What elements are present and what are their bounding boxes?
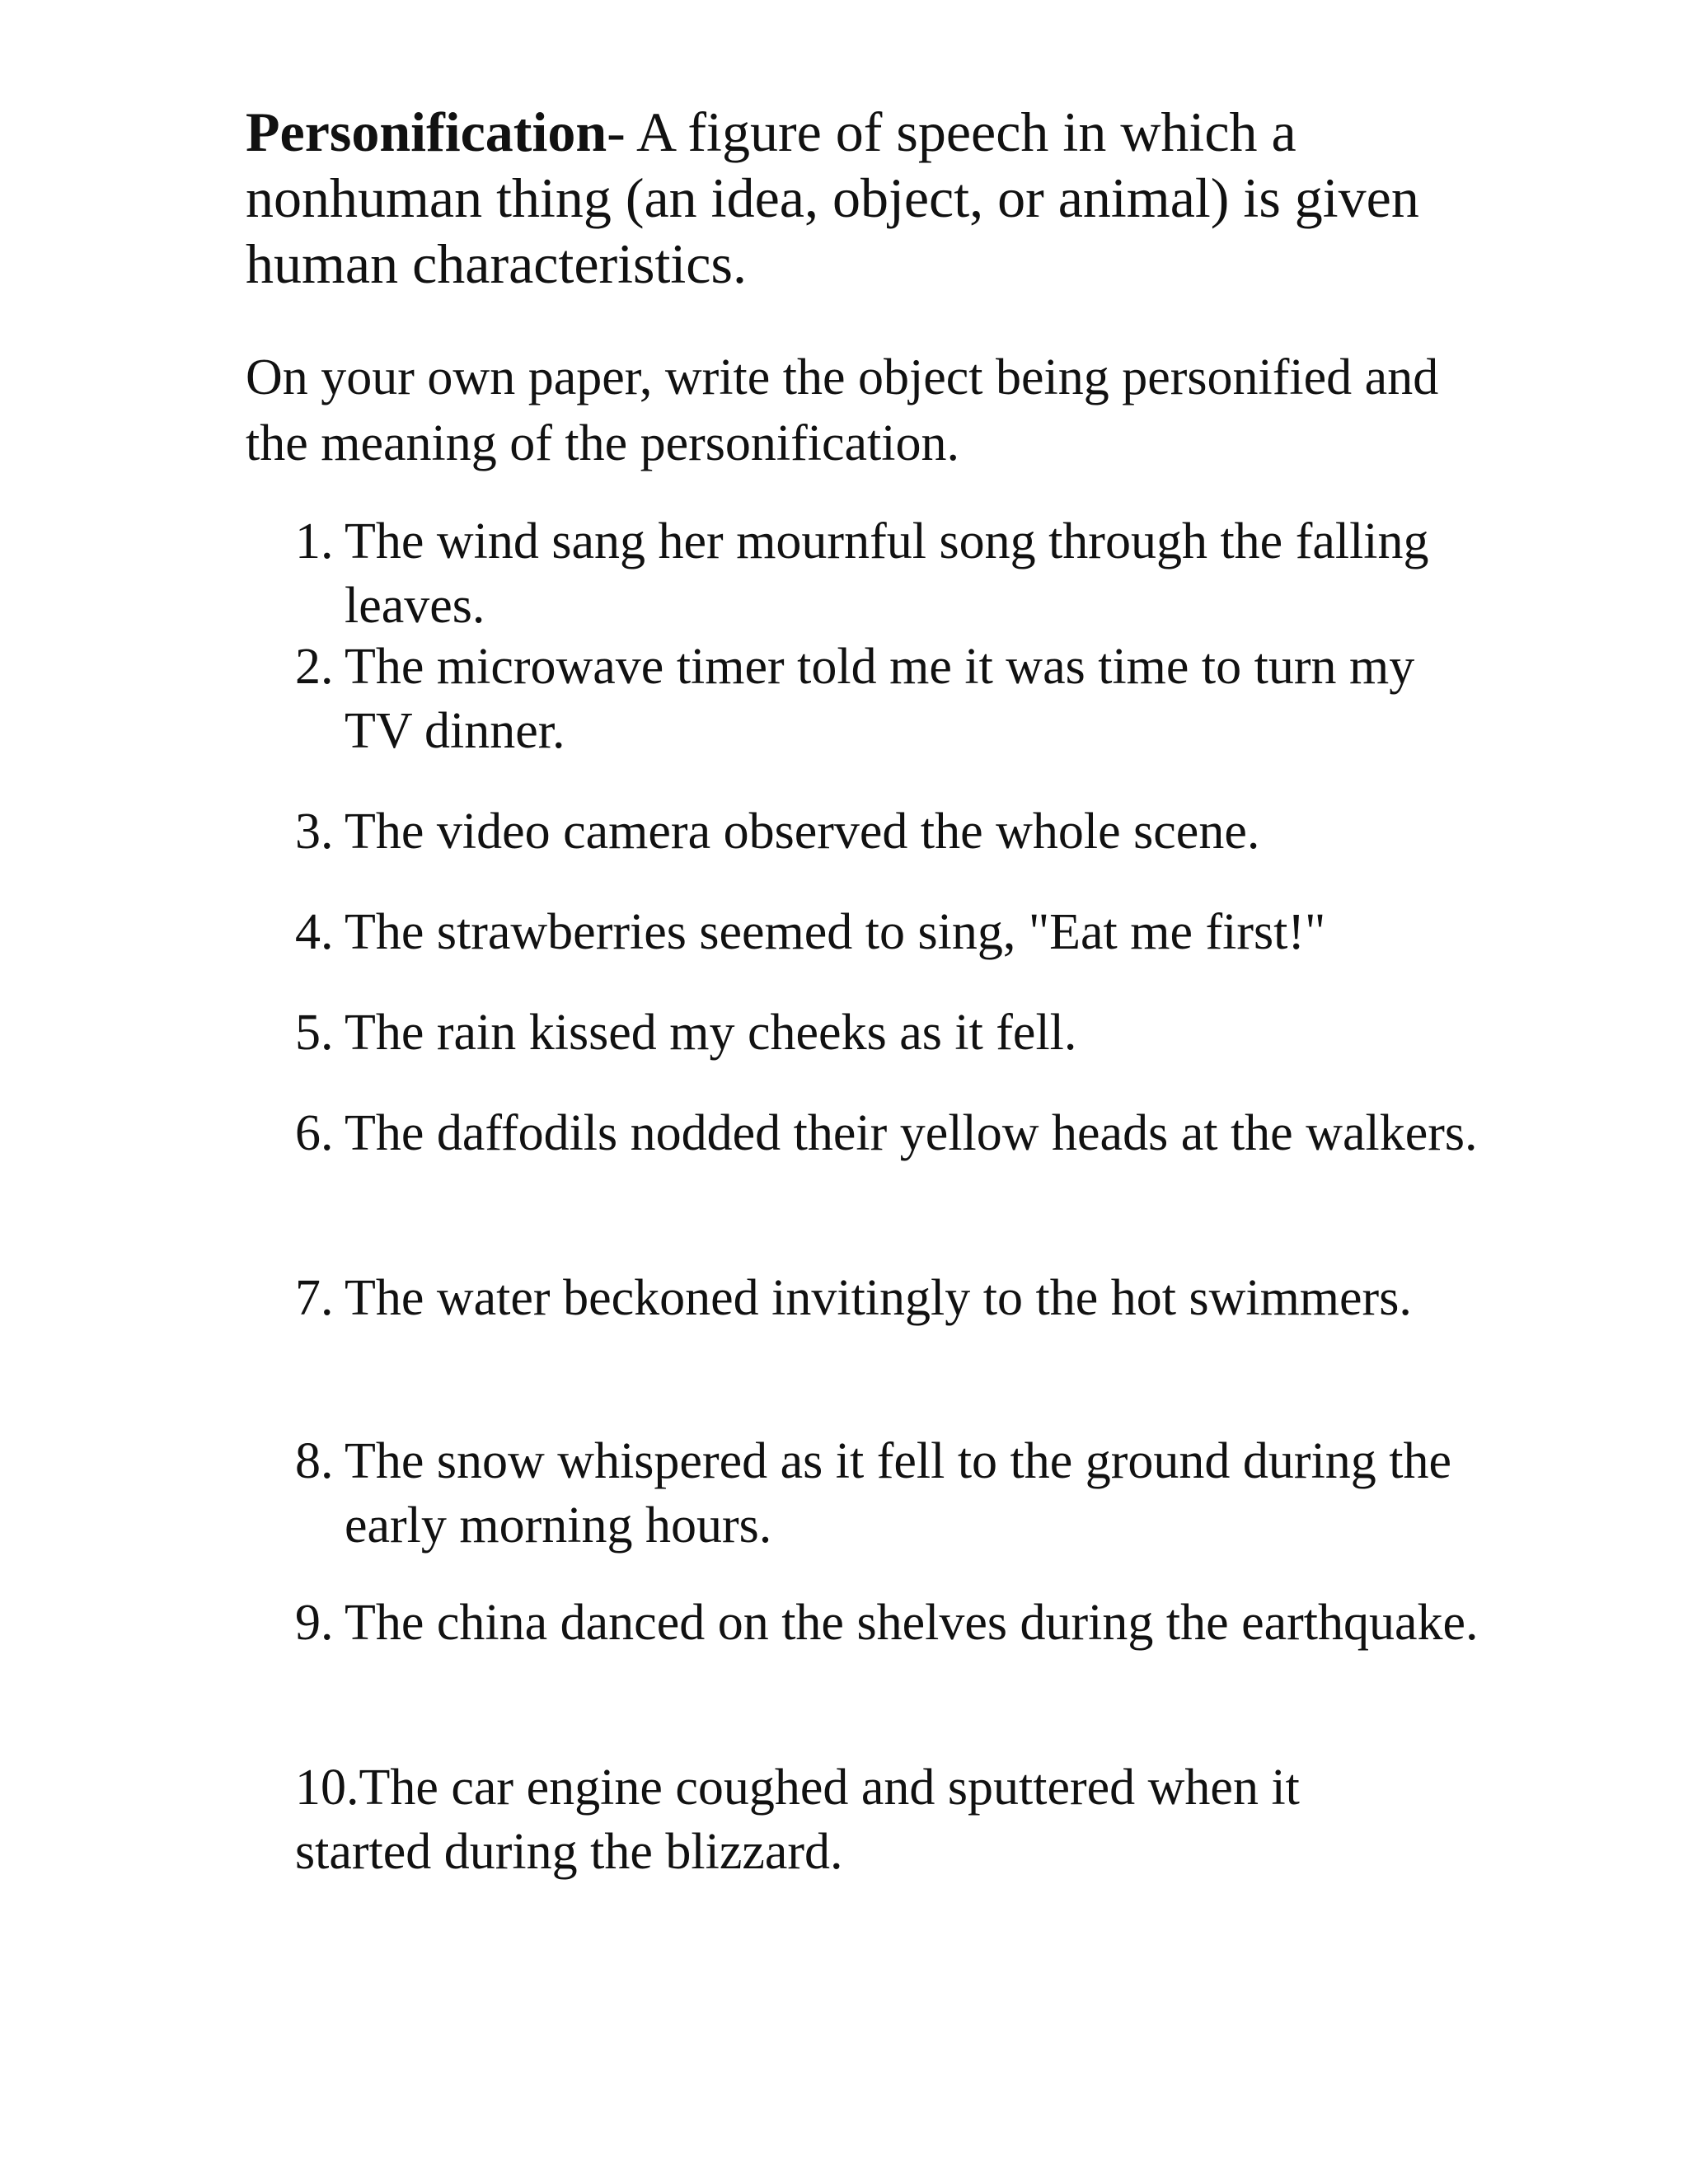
item-text: The wind sang her mournful song through the falling leaves.: [345, 513, 1429, 634]
item-number: 6.: [295, 1105, 334, 1161]
item-number: 9.: [295, 1595, 334, 1651]
definition-term: Personification: [246, 101, 607, 163]
item-text: The strawberries seemed to sing, "Eat me first!": [345, 904, 1326, 960]
item-text: The car engine coughed and sputtered when it started during the blizzard.: [295, 1760, 1300, 1880]
definition-text: - A figure of speech in which a nonhuman thing (an idea, object, or animal) is given human characteristics.: [246, 101, 1419, 295]
list-item: [295, 1755, 1432, 1884]
list-item: [295, 1001, 1482, 1065]
item-number: 3.: [295, 804, 334, 860]
item-number: 7.: [295, 1270, 334, 1326]
item-text: The daffodils nodded their yellow heads at the walkers.: [345, 1105, 1478, 1161]
list-item: [295, 900, 1482, 964]
item-number: 1.: [295, 513, 334, 569]
item-text: The snow whispered as it fell to the ground during the early morning hours.: [345, 1433, 1452, 1554]
item-text: The video camera observed the whole scene.: [345, 804, 1260, 860]
list-item: [295, 799, 1482, 864]
definition-paragraph: [246, 99, 1482, 297]
list-item: [295, 1266, 1482, 1330]
item-text: The water beckoned invitingly to the hot swimmers.: [345, 1270, 1412, 1326]
list-item: [295, 635, 1482, 763]
list-item: [295, 1429, 1482, 1558]
instructions-text: On your own paper, write the object being personified and the meaning of the personification.: [246, 349, 1439, 471]
list-item: [295, 509, 1482, 638]
item-number: 10.: [295, 1760, 359, 1816]
item-text: The rain kissed my cheeks as it fell.: [345, 1005, 1077, 1061]
item-number: 2.: [295, 639, 334, 695]
list-item: [295, 1591, 1482, 1655]
item-text: The china danced on the shelves during the earthquake.: [345, 1595, 1479, 1651]
item-text: The microwave timer told me it was time to turn my TV dinner.: [345, 639, 1415, 759]
item-number: 8.: [295, 1433, 334, 1489]
item-number: 4.: [295, 904, 334, 960]
item-number: 5.: [295, 1005, 334, 1061]
list-item: [295, 1101, 1482, 1165]
